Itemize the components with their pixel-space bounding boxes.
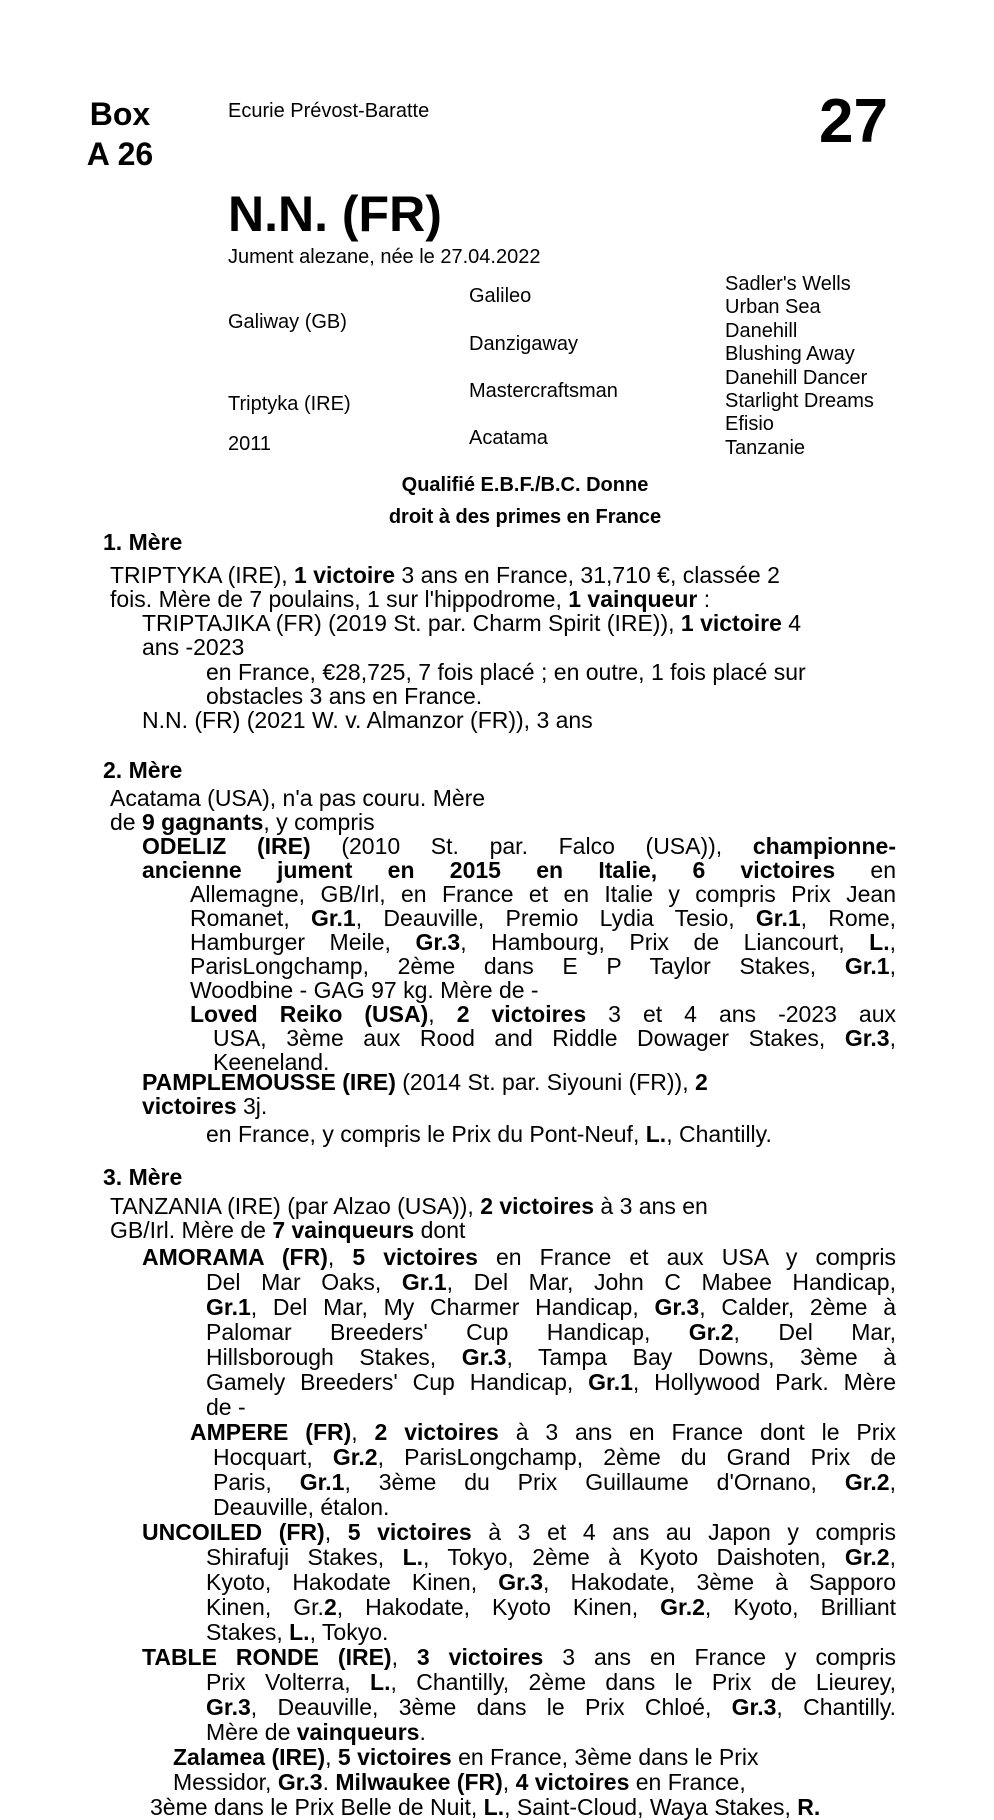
text-line: en France, y compris le Prix du Pont-Neuf, L., Chantilly. [206,1121,772,1147]
text-line: Prix Volterra, L., Chantilly, 2ème dans le Prix de Lieurey, [206,1669,896,1695]
text-line: Romanet, Gr.1, Deauville, Premio Lydia Tesio, Gr.1, Rome, [190,905,896,931]
text-line: ans -2023 [142,634,245,660]
pedigree-gen3-5: Danehill Dancer [725,366,868,389]
text-line: Messidor, Gr.3. Milwaukee (FR), 4 victoires en France, [173,1769,746,1795]
text-line: Hillsborough Stakes, Gr.3, Tampa Bay Downs, 3ème à [206,1344,896,1370]
text-line: UNCOILED (FR), 5 victoires à 3 et 4 ans au Japon y compris [142,1519,896,1545]
text-line: 3ème dans le Prix Belle de Nuit, L., Saint-Cloud, Waya Stakes, R. [150,1794,821,1820]
text-line: GB/Irl. Mère de 7 vainqueurs dont [110,1217,466,1243]
text-line: Zalamea (IRE), 5 victoires en France, 3ème dans le Prix [173,1744,759,1770]
text-line: Gr.3, Deauville, 3ème dans le Prix Chloé, Gr.3, Chantilly. [206,1694,896,1720]
pedigree-gen3 [725,273,874,460]
text-line: Shirafuji Stakes, L., Tokyo, 2ème à Kyoto Daishoten, Gr.2, [206,1544,896,1570]
text-line: Paris, Gr.1, 3ème du Prix Guillaume d'Ornano, Gr.2, [213,1469,896,1495]
pedigree-gen2-3: Mastercraftsman [469,380,618,402]
pedigree-gen2-1: Galileo [469,285,532,307]
qualification-line-1: Qualifié E.B.F./B.C. Donne [401,474,649,496]
text-line: Keeneland. [213,1049,330,1075]
text-line: Palomar Breeders' Cup Handicap, Gr.2, Del Mar, [206,1319,896,1345]
text-line: TANZANIA (IRE) (par Alzao (USA)), 2 victoires à 3 ans en [110,1193,708,1219]
pedigree-gen3-4: Blushing Away [725,343,855,366]
text-line: Hamburger Meile, Gr.3, Hambourg, Prix de Liancourt, L., [190,929,896,955]
text-line: Gr.1, Del Mar, My Charmer Handicap, Gr.3, Calder, 2ème à [206,1294,896,1320]
pedigree-gen2-4: Acatama [469,427,548,449]
box-line-2: A 26 [86,136,154,172]
text-line: Loved Reiko (USA), 2 victoires 3 et 4 ans -2023 aux [190,1001,896,1027]
text-line: N.N. (FR) (2021 W. v. Almanzor (FR)), 3 ans [142,707,593,733]
text-line: ODELIZ (IRE) (2010 St. par. Falco (USA)), championne- [142,833,896,859]
text-line: TABLE RONDE (IRE), 3 victoires 3 ans en France y compris [142,1644,896,1670]
text-line: de 9 gagnants, y compris [110,809,375,835]
text-line: Stakes, L., Tokyo. [206,1619,389,1645]
text-line: TRIPTYKA (IRE), 1 victoire 3 ans en France, 31,710 €, classée 2 [110,562,780,588]
text-line: Kinen, Gr.2, Hakodate, Kyoto Kinen, Gr.2, Kyoto, Brilliant [206,1594,897,1620]
section-heading-mere-2: 2. Mère [103,757,183,783]
qualification-line-2: droit à des primes en France [388,506,662,528]
pedigree-gen2-2: Danzigaway [469,333,578,355]
text-line: Mère de vainqueurs. [206,1719,426,1745]
text-line: Deauville, étalon. [213,1494,390,1520]
pedigree-sire: Galiway (GB) [228,311,347,333]
text-line: AMORAMA (FR), 5 victoires en France et aux USA y compris [142,1244,897,1270]
text-line: USA, 3ème aux Rood and Riddle Dowager Stakes, Gr.3, [213,1025,896,1051]
pedigree-gen3-8: Tanzanie [725,436,806,459]
horse-description: Jument alezane, née le 27.04.2022 [228,246,541,268]
box-line-1: Box [89,96,151,132]
text-line: Woodbine - GAG 97 kg. Mère de - [190,977,539,1003]
section-heading-mere-1: 1. Mère [103,529,183,555]
text-line: victoires 3j. [142,1093,268,1119]
section-heading-mere-3: 3. Mère [103,1164,183,1190]
pedigree-gen3-3: Danehill [725,319,798,342]
pedigree-dam: Triptyka (IRE) [228,393,351,415]
text-line: PAMPLEMOUSSE (IRE) (2014 St. par. Siyouni (FR)), 2 [142,1069,708,1095]
text-line: Gamely Breeders' Cup Handicap, Gr.1, Hollywood Park. Mère [206,1369,897,1395]
text-line: AMPERE (FR), 2 victoires à 3 ans en France dont le Prix [190,1419,896,1445]
horse-name: N.N. (FR) [228,186,442,242]
text-line: obstacles 3 ans en France. [206,683,483,709]
lot-number: 27 [819,87,888,156]
pedigree-dam-year: 2011 [228,433,272,455]
text-line: Hocquart, Gr.2, ParisLongchamp, 2ème du Grand Prix de [213,1444,896,1470]
pedigree-gen3-2: Urban Sea [725,296,821,319]
pedigree-gen3-1: Sadler's Wells [725,273,851,295]
text-line: Kyoto, Hakodate Kinen, Gr.3, Hakodate, 3ème à Sapporo [206,1569,896,1595]
text-line: ancienne jument en 2015 en Italie, 6 victoires en [142,857,896,883]
text-line: ParisLongchamp, 2ème dans E P Taylor Stakes, Gr.1, [190,953,896,979]
box-label [65,94,175,174]
text-line: en France, €28,725, 7 fois placé ; en outre, 1 fois placé sur [206,659,806,685]
text-line: Acatama (USA), n'a pas couru. Mère [110,785,486,811]
text-line: Allemagne, GB/Irl, en France et en Italie y compris Prix Jean [190,881,896,907]
pedigree-gen3-7: Efisio [725,413,774,436]
text-line: fois. Mère de 7 poulains, 1 sur l'hippodrome, 1 vainqueur : [110,586,711,612]
owner: Ecurie Prévost-Baratte [228,100,430,122]
text-line: Del Mar Oaks, Gr.1, Del Mar, John C Mabee Handicap, [206,1269,896,1295]
text-line: de - [206,1394,246,1420]
pedigree-gen3-6: Starlight Dreams [725,390,874,413]
text-line: TRIPTAJIKA (FR) (2019 St. par. Charm Spirit (IRE)), 1 victoire 4 [142,610,802,636]
